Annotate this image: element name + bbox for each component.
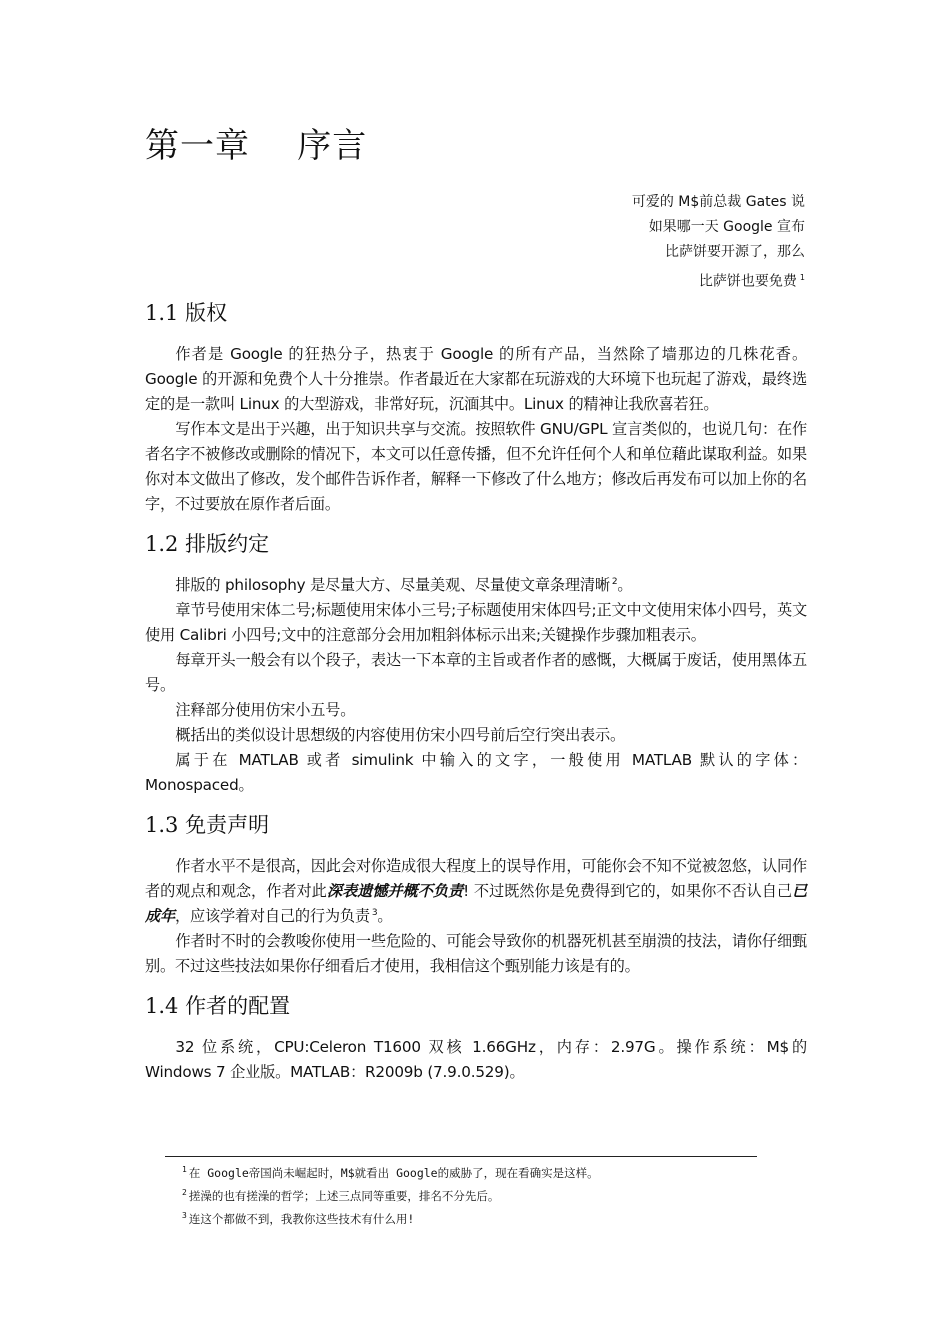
paragraph-text: 排版的 philosophy 是尽量大方、尽量美观、尽量使文章条理清晰: [175, 576, 610, 594]
footnote-ref-2: 2: [611, 576, 618, 587]
footnotes: [182, 1160, 782, 1228]
footnote-ref-1: 1: [799, 273, 805, 282]
paragraph: 作者是 Google 的狂热分子，热衷于 Google 的所有产品，当然除了墙那边的几株花香。Google 的开源和免费个人十分推崇。作者最近在大家都在玩游戏的大环境下也玩起了游戏，最终选定的是一款叫 Linux 的大型游戏，非常好玩，沉湎其中。Linux 的精神让我欣喜若狂。: [145, 345, 807, 413]
paragraph: [145, 573, 807, 598]
document-body: [145, 296, 807, 1095]
epigraph-line: 可爱的 M$前总裁 Gates 说: [631, 194, 805, 210]
paragraph: 概括出的类似设计思想级的内容使用仿宋小四号前后空行突出表示。: [175, 726, 626, 744]
section-typesetting: [145, 527, 807, 798]
epigraph-line: 如果哪一天 Google 宣布: [648, 219, 805, 235]
paragraph-text: 作者水平不是很高，因此会对你造成很大程度上的误导作用，可能你会不知不觉被忽悠，认同作者的观点和观念，作者对此: [145, 857, 807, 900]
paragraph: 注释部分使用仿宋小五号。: [175, 701, 356, 719]
epigraph-line-last: [632, 265, 805, 295]
footnote-ref-3: 3: [371, 907, 378, 918]
chapter-title: 第一章 序言: [145, 126, 368, 166]
footnote-number: 2: [182, 1187, 187, 1197]
epigraph-line: 比萨饼也要免费: [698, 273, 797, 290]
paragraph: 32 位系统，CPU:Celeron T1600 双核 1.66GHz，内存：2.97G。操作系统：M$的 Windows 7 企业版。MATLAB：R2009b (7.9.0.529)。: [145, 1038, 807, 1081]
paragraph: 作者时不时的会教唆你使用一些危险的、可能会导致你的机器死机甚至崩溃的技法，请你仔细甄别。不过这些技法如果你仔细看后才使用，我相信这个甄别能力该是有的。: [145, 932, 807, 975]
section-disclaimer: [145, 808, 807, 979]
paragraph: 写作本文是出于兴趣，出于知识共享与交流。按照软件 GNU/GPL 宣言类似的，也说几句：在作者名字不被修改或删除的情况下，本文可以任意传播，但不允许任何个人和单位藉此谋取利益。如果你对本文做出了修改，发个邮件告诉作者，解释一下修改了什么地方；修改后再发布可以加上你的名字，不过要放在原作者后面。: [145, 420, 807, 513]
footnote-1: [182, 1160, 782, 1183]
section-title: 1.3 免责声明: [145, 813, 270, 837]
section-title: 1.2 排版约定: [145, 532, 270, 556]
paragraph-text: ，应该学着对自己的行为负责: [174, 907, 370, 925]
paragraph-text: 。: [617, 576, 633, 594]
footnote-number: 3: [182, 1210, 187, 1220]
footnote-divider: [165, 1156, 757, 1157]
paragraph: 章节号使用宋体二号;标题使用宋体小三号;子标题使用宋体四号;正文中文使用宋体小四号，英文使用 Calibri 小四号;文中的注意部分会用加粗斜体标示出来;关键操作步骤加粗表示。: [145, 601, 807, 644]
section-title: 1.4 作者的配置: [145, 994, 291, 1018]
footnote-3: [182, 1206, 782, 1229]
section-copyright: [145, 296, 807, 517]
paragraph: [145, 854, 807, 929]
footnote-number: 1: [182, 1165, 187, 1174]
chapter-epigraph: [632, 190, 805, 295]
footnote-text: 在 Google帝国尚未崛起时，M$就看出 Google的威胁了，现在看确实是这样。: [188, 1165, 599, 1180]
emphasis-text: 深表遗憾并概不负责: [326, 882, 464, 900]
footnote-2: [182, 1183, 782, 1206]
paragraph-text: 。: [377, 907, 393, 925]
section-configuration: [145, 989, 807, 1085]
paragraph: 属于在 MATLAB 或者 simulink 中输入的文字，一般使用 MATLAB 默认的字体：Monospaced。: [145, 751, 807, 794]
section-title: 1.1 版权: [145, 301, 228, 325]
epigraph-line: 比萨饼要开源了，那么: [665, 244, 805, 260]
paragraph-text: ! 不过既然你是免费得到它的，如果你不否认自己: [463, 882, 792, 900]
footnote-text: 搓澡的也有搓澡的哲学；上述三点同等重要，排名不分先后。: [188, 1188, 500, 1203]
emphasis-text: 已成年: [145, 882, 807, 925]
paragraph: 每章开头一般会有以个段子，表达一下本章的主旨或者作者的感慨，大概属于废话，使用黑体五号。: [145, 651, 807, 694]
footnote-text: 连这个都做不到，我教你这些技术有什么用!: [188, 1211, 415, 1226]
